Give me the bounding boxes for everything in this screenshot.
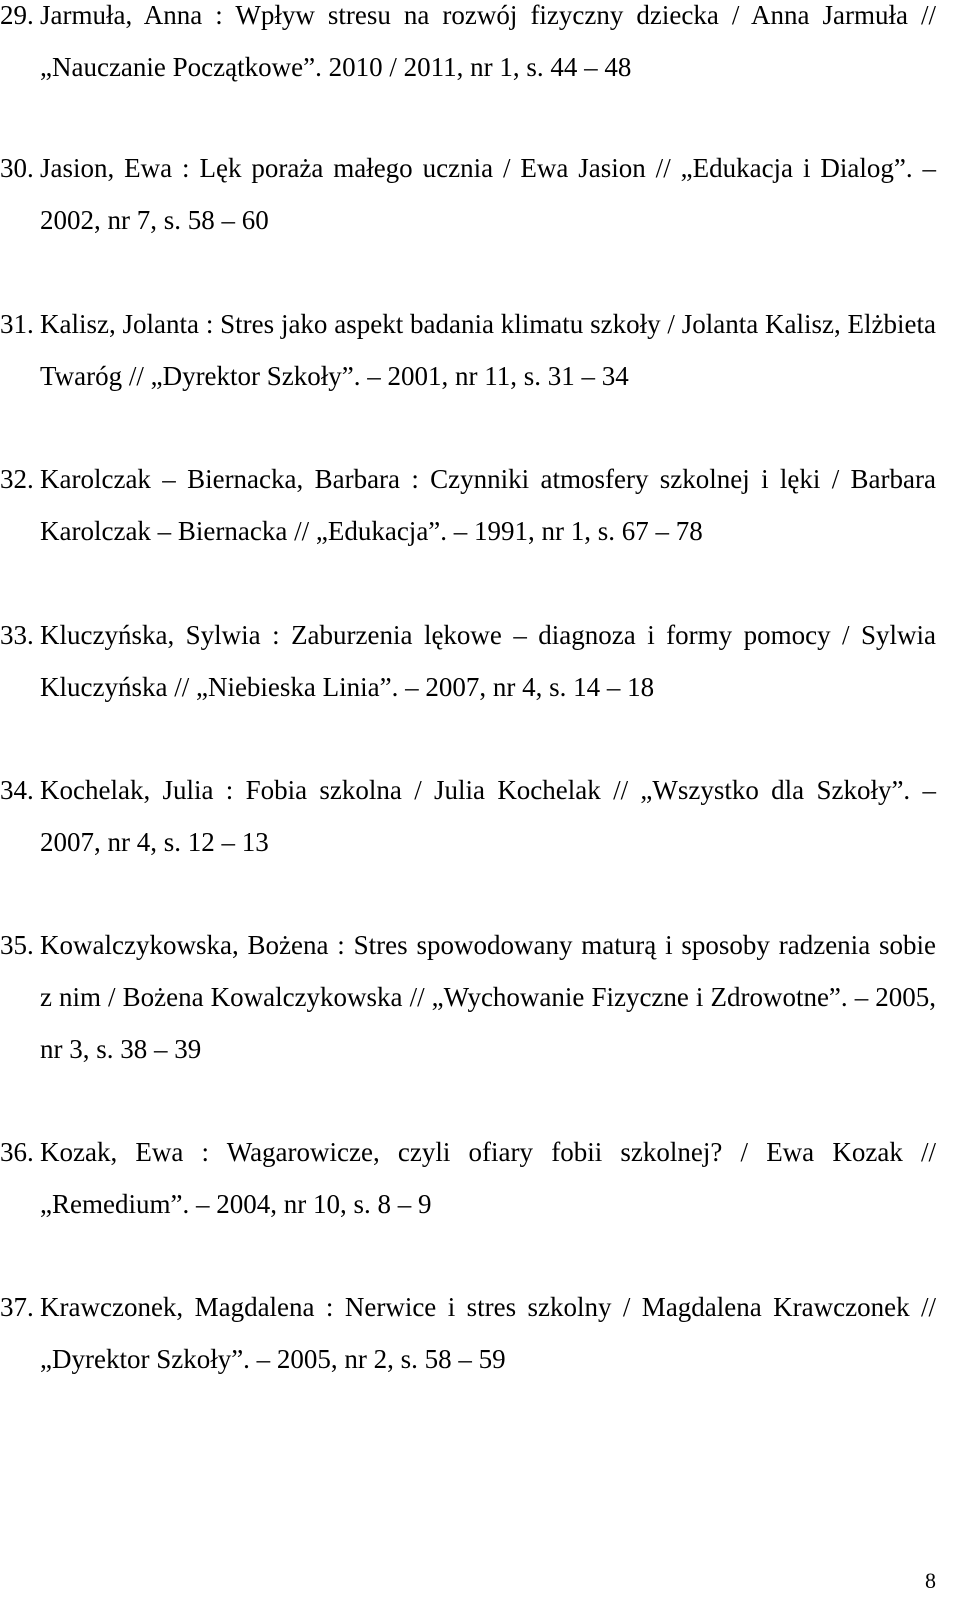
entry-number: 32. (0, 464, 34, 494)
entry-number: 35. (0, 930, 34, 960)
bibliography-entry-34 (0, 764, 936, 868)
entry-number: 36. (0, 1137, 34, 1167)
bibliography-entry-30 (0, 142, 936, 246)
entry-number: 33. (0, 620, 34, 650)
entry-text: Jasion, Ewa : Lęk poraża małego ucznia / Ewa Jasion // „Edukacja i Dialog”. – 2002, nr 7, s. 58 – 60 (40, 153, 936, 235)
entry-text: Krawczonek, Magdalena : Nerwice i stres szkolny / Magdalena Krawczonek // „Dyrektor Szkoły”. – 2005, nr 2, s. 58 – 59 (40, 1292, 936, 1374)
bibliography-entry-36 (0, 1126, 936, 1230)
entry-text: Kluczyńska, Sylwia : Zaburzenia lękowe – diagnoza i formy pomocy / Sylwia Kluczyńska // „Niebieska Linia”. – 2007, nr 4, s. 14 – 18 (40, 620, 936, 702)
entry-text: Jarmuła, Anna : Wpływ stresu na rozwój fizyczny dziecka / Anna Jarmuła // „Nauczanie Początkowe”. 2010 / 2011, nr 1, s. 44 – 48 (40, 0, 936, 82)
bibliography-entry-35 (0, 919, 936, 1075)
bibliography-entry-32 (0, 453, 936, 557)
entry-number: 29. (0, 0, 34, 30)
entry-text: Kalisz, Jolanta : Stres jako aspekt badania klimatu szkoły / Jolanta Kalisz, Elżbieta Twaróg // „Dyrektor Szkoły”. – 2001, nr 11, s. 31 – 34 (40, 309, 936, 391)
entry-number: 34. (0, 775, 34, 805)
entry-text: Kozak, Ewa : Wagarowicze, czyli ofiary fobii szkolnej? / Ewa Kozak // „Remedium”. – 2004, nr 10, s. 8 – 9 (40, 1137, 936, 1219)
bibliography-entry-31 (0, 298, 936, 402)
entry-number: 37. (0, 1292, 34, 1322)
entry-text: Kochelak, Julia : Fobia szkolna / Julia Kochelak // „Wszystko dla Szkoły”. – 2007, nr 4, s. 12 – 13 (40, 775, 936, 857)
bibliography-entry-33 (0, 609, 936, 713)
bibliography-entry-29 (0, 0, 936, 93)
entry-text: Kowalczykowska, Bożena : Stres spowodowany maturą i sposoby radzenia sobie z nim / Bożena Kowalczykowska // „Wychowanie Fizyczne i Zdrowotne”. – 2005, nr 3, s. 38 – 39 (40, 930, 936, 1064)
page-number: 8 (925, 1568, 936, 1593)
entry-text: Karolczak – Biernacka, Barbara : Czynniki atmosfery szkolnej i lęki / Barbara Karolczak – Biernacka // „Edukacja”. – 1991, nr 1, s. 67 – 78 (40, 464, 936, 546)
bibliography-entry-37 (0, 1281, 936, 1385)
entry-number: 30. (0, 153, 34, 183)
entry-number: 31. (0, 309, 34, 339)
